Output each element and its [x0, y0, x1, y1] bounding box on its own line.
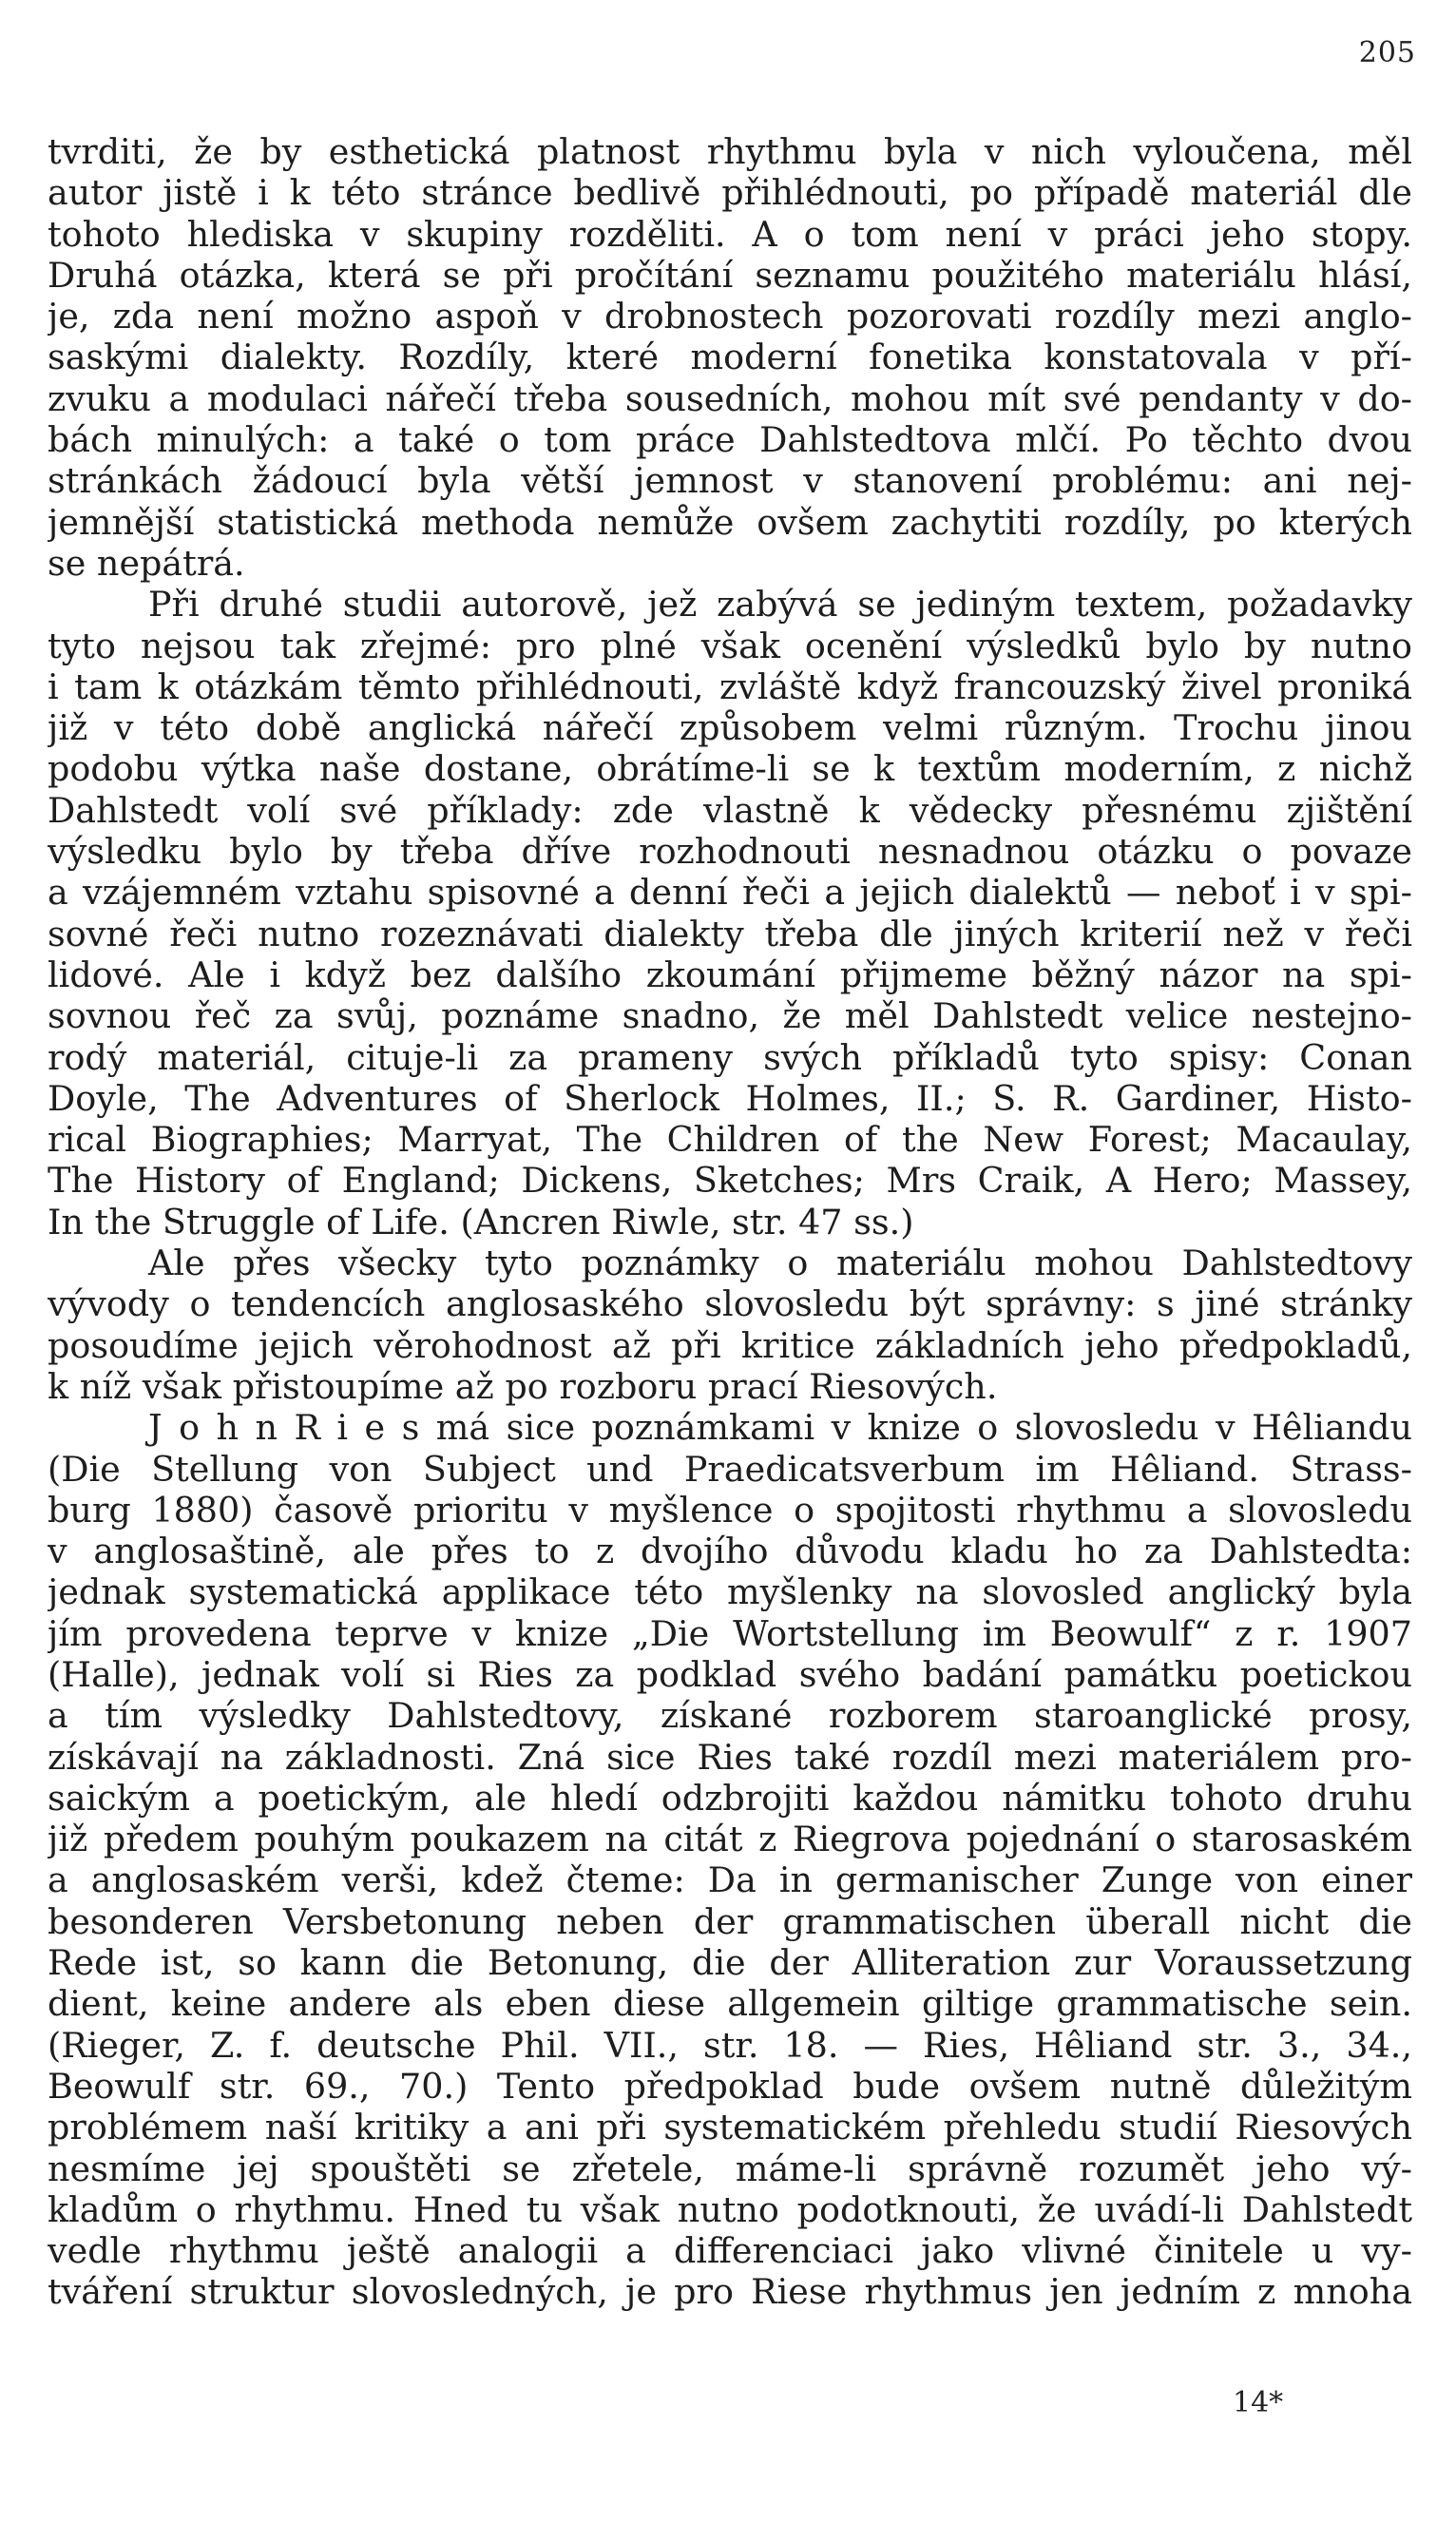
text-line: výsledku bylo by třeba dříve rozhodnouti nesnadnou otázku o povaze — [48, 831, 1412, 873]
text-line: již v této době anglická nářečí způsobem velmi různým. Trochu jinou — [48, 707, 1412, 749]
text-line: Beowulf str. 69., 70.) Tento předpoklad bude ovšem nutně důležitým — [48, 2065, 1412, 2107]
text-line: se nepátrá. — [48, 542, 245, 584]
text-line: Rede ist, so kann die Betonung, die der Alliteration zur Voraussetzung — [48, 1942, 1412, 1984]
text-line: i tam k otázkám těmto přihlédnouti, zvláště když francouzský živel proniká — [48, 665, 1412, 707]
page-number: 205 — [1358, 36, 1416, 69]
text-line: sovnou řeč za svůj, poznáme snadno, že měl Dahlstedt velice nestejno- — [48, 995, 1412, 1037]
text-line: Dahlstedt volí své příklady: zde vlastně k vědecky přesnému zjištění — [48, 789, 1412, 831]
text-line: The History of England; Dickens, Sketches; Mrs Craik, A Hero; Massey, — [48, 1160, 1412, 1202]
text-line: podobu výtka naše dostane, obrátíme-li se k textům moderním, z nichž — [48, 748, 1412, 790]
text-line: vedle rhythmu ještě analogii a differenciaci jako vlivné činitele u vy- — [48, 2230, 1412, 2272]
text-line: stránkách žádoucí byla větší jemnost v stanovení problému: ani nej- — [48, 460, 1412, 502]
text-line: problémem naší kritiky a ani při systematickém přehledu studií Riesových — [48, 2107, 1412, 2148]
text-line: Druhá otázka, která se při pročítání seznamu použitého materiálu hlásí, — [48, 254, 1412, 296]
text-line: nesmíme jej spouštěti se zřetele, máme-li správně rozumět jeho vý- — [48, 2147, 1412, 2189]
text-line: kladům o rhythmu. Hned tu však nutno podotknouti, že uvádí-li Dahlstedt — [48, 2188, 1412, 2230]
text-line: sovné řeči nutno rozeznávati dialekty třeba dle jiných kriterií než v řeči — [48, 913, 1412, 954]
text-line: tohoto hlediska v skupiny rozděliti. A o tom není v práci jeho stopy. — [48, 213, 1412, 255]
text-line: dient, keine andere als eben diese allgemein giltige grammatische sein. — [48, 1983, 1412, 2025]
text-line: bách minulých: a také o tom práce Dahlstedtova mlčí. Po těchto dvou — [48, 419, 1412, 461]
text-line: saickým a poetickým, ale hledí odzbrojiti každou námitku tohoto druhu — [48, 1777, 1412, 1819]
text-line: tváření struktur slovosledných, je pro Riese rhythmus jen jedním z mnoha — [48, 2271, 1412, 2313]
text-line: lidové. Ale i když bez dalšího zkoumání přijmeme běžný názor na spi- — [48, 953, 1412, 995]
text-line: již předem pouhým poukazem na citát z Riegrova pojednání o starosaském — [48, 1819, 1412, 1860]
body-text — [48, 131, 1412, 2313]
signature-mark: 14* — [1233, 2386, 1284, 2419]
text-line: (Halle), jednak volí si Ries za podklad svého badání památku poetickou — [48, 1653, 1412, 1695]
text-line: v anglosaštině, ale přes to z dvojího důvodu kladu ho za Dahlstedta: — [48, 1531, 1412, 1572]
text-line: besonderen Versbetonung neben der grammatischen überall nicht die — [48, 1900, 1412, 1942]
text-line: tvrditi, že by esthetická platnost rhythmu byla v nich vyloučena, měl — [48, 131, 1412, 172]
text-line: rodý materiál, cituje-li za prameny svých příkladů tyto spisy: Conan — [48, 1036, 1412, 1078]
text-line: burg 1880) časově prioritu v myšlence o spojitosti rhythmu a slovosledu — [48, 1489, 1412, 1531]
text-line: autor jistě i k této stránce bedlivě přihlédnouti, po případě materiál dle — [48, 172, 1412, 214]
text-line: tyto nejsou tak zřejmé: pro plné však ocenění výsledků bylo by nutno — [48, 625, 1412, 666]
text-line: jednak systematická applikace této myšlenky na slovosled anglický byla — [48, 1571, 1412, 1613]
text-line: Při druhé studii autorově, jež zabývá se jediným textem, požadavky — [148, 584, 1412, 626]
text-line: jemnější statistická methoda nemůže ovšem zachytiti rozdíly, po kterých — [48, 501, 1412, 543]
text-line: získávají na základnosti. Zná sice Ries také rozdíl mezi materiálem pro- — [48, 1736, 1412, 1778]
text-line: je, zda není možno aspoň v drobnostech pozorovati rozdíly mezi anglo- — [48, 296, 1412, 337]
text-line: posoudíme jejich věrohodnost až při kritice základních jeho předpokladů, — [48, 1324, 1412, 1366]
text-line: (Die Stellung von Subject und Praedicatsverbum im Hêliand. Strass- — [48, 1448, 1412, 1490]
text-line: Ale přes všecky tyto poznámky o materiálu mohou Dahlstedtovy — [148, 1242, 1412, 1284]
text-line: a vzájemném vztahu spisovné a denní řeči a jejich dialektů — neboť i v spi- — [48, 872, 1412, 914]
text-line: a tím výsledky Dahlstedtovy, získané rozborem staroanglické prosy, — [48, 1695, 1412, 1737]
text-line: In the Struggle of Life. (Ancren Riwle, str. 47 ss.) — [48, 1201, 914, 1242]
text-line: Doyle, The Adventures of Sherlock Holmes, II.; S. R. Gardiner, Histo- — [48, 1077, 1412, 1119]
text-line: saskými dialekty. Rozdíly, které moderní fonetika konstatovala v pří- — [48, 337, 1412, 378]
text-line: vývody o tendencích anglosaského slovosledu být správny: s jiné stránky — [48, 1283, 1412, 1325]
text-line: k níž však přistoupíme až po rozboru prací Riesových. — [48, 1365, 998, 1407]
text-line: a anglosaském verši, kdež čteme: Da in germanischer Zunge von einer — [48, 1859, 1412, 1901]
text-line: (Rieger, Z. f. deutsche Phil. VII., str. 18. — Ries, Hêliand str. 3., 34., — [48, 2024, 1412, 2066]
text-line: zvuku a modulaci nářečí třeba sousedních, mohou mít své pendanty v do- — [48, 377, 1412, 419]
text-line: rical Biographies; Marryat, The Children of the New Forest; Macaulay, — [48, 1119, 1412, 1161]
text-line: jím provedena teprve v knize „Die Wortstellung im Beowulf“ z r. 1907 — [48, 1612, 1412, 1654]
text-line: J o h n R i e s má sice poznámkami v knize o slovosledu v Hêliandu — [148, 1407, 1412, 1449]
